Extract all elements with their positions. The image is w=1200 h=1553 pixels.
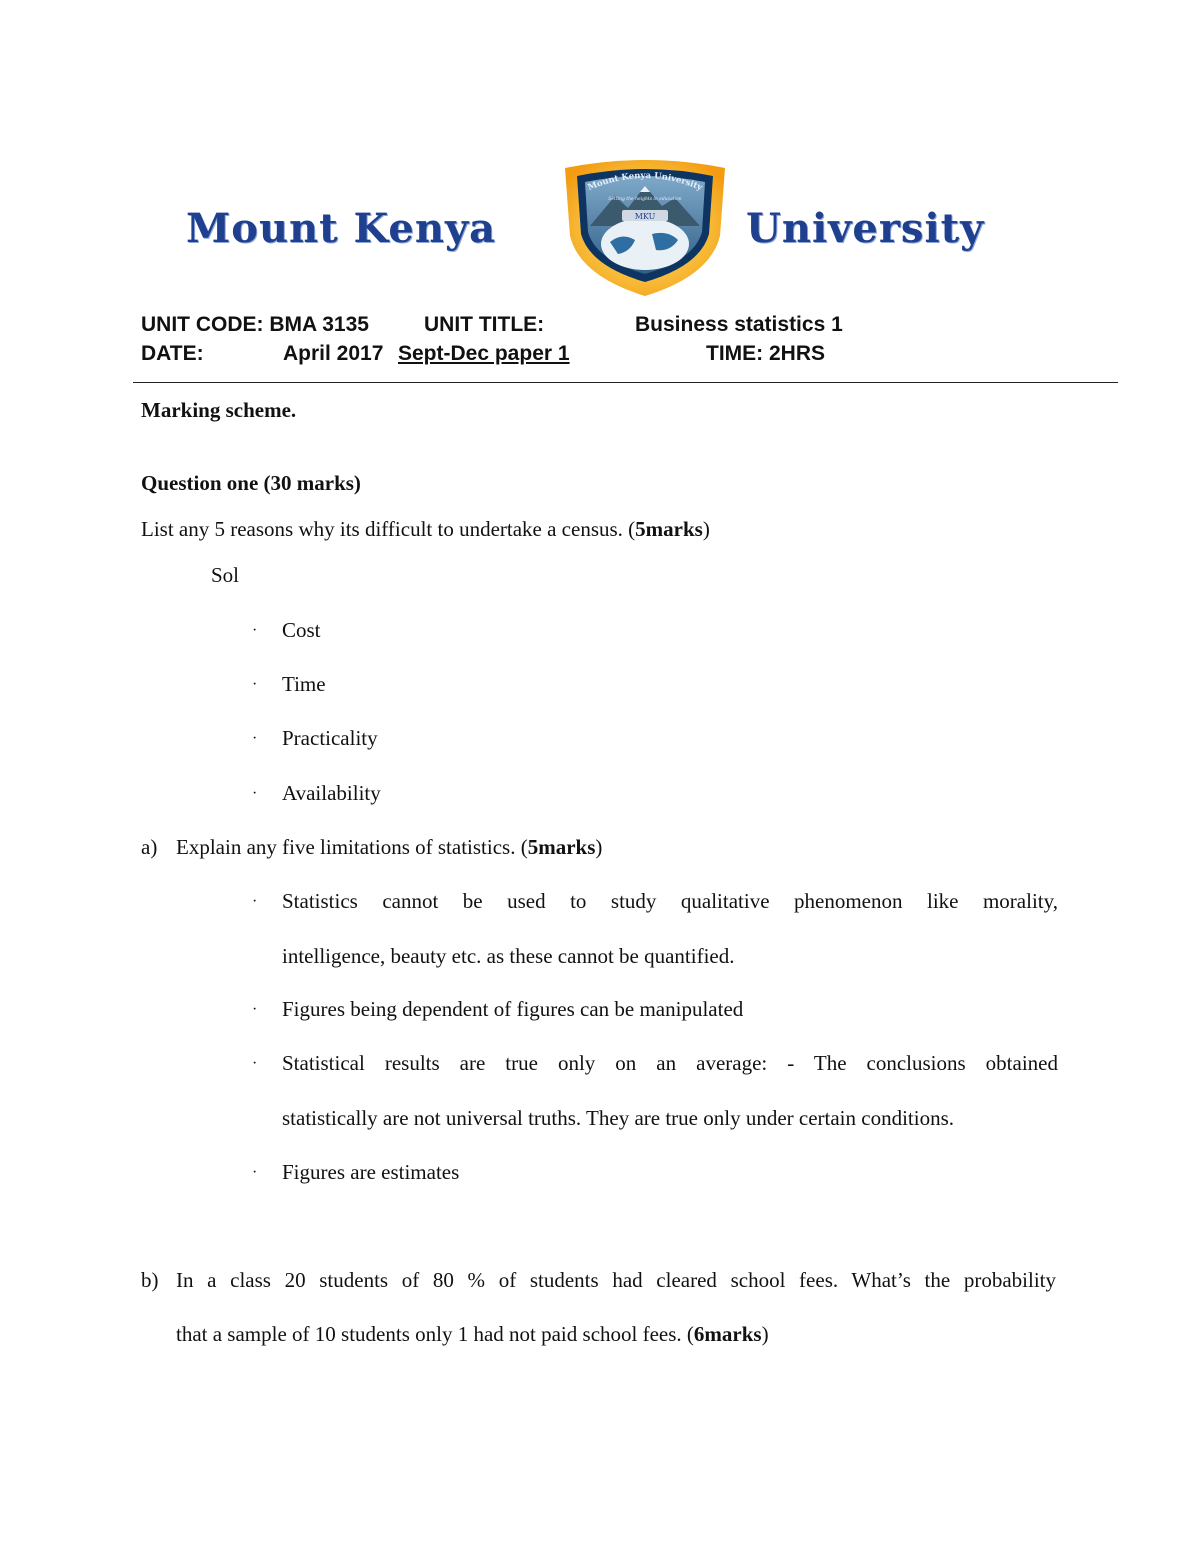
unit-title-label: UNIT TITLE: [424,313,545,336]
bullet-icon: · [252,785,258,802]
paper-label: Sept-Dec paper 1 [398,342,570,365]
part-a-label: a) [141,835,158,859]
bullet-icon: · [252,893,258,910]
part-a-question: Explain any five limitations of statistics. (5marks) [176,835,603,859]
bullet-icon: · [252,1055,258,1072]
bullet-icon: · [252,1164,258,1181]
logo-text-right: University [746,205,985,252]
unit-code: UNIT CODE: BMA 3135 [141,313,369,336]
bullet-icon: · [252,676,258,693]
list-item: Statistical results are true only on an average: - The conclusions obtained [282,1051,1058,1075]
header-divider [133,382,1118,383]
logo-text-left: Mount Kenya [186,205,497,252]
bullet-icon: · [252,1001,258,1018]
question-one-intro: List any 5 reasons why its difficult to undertake a census. (5marks) [141,517,710,541]
unit-title-value: Business statistics 1 [635,313,843,336]
list-item: Availability [282,781,381,805]
crest-banner-text: MKU [634,212,656,221]
list-item: Cost [282,618,321,642]
date-value: April 2017 [283,342,384,365]
bullet-icon: · [252,730,258,747]
question-one-heading: Question one (30 marks) [141,471,361,495]
date-label: DATE: [141,342,204,365]
list-item-continuation: intelligence, beauty etc. as these cannot be quantified. [282,944,735,968]
solution-label: Sol [211,563,240,587]
list-item: Practicality [282,726,378,750]
part-b-label: b) [141,1268,159,1292]
list-item: Time [282,672,326,696]
list-item-continuation: statistically are not universal truths. They are true only under certain conditions. [282,1106,954,1130]
university-crest-logo [560,156,730,298]
list-item: Statistics cannot be used to study qualitative phenomenon like morality, [282,889,1058,913]
list-item: Figures being dependent of figures can be manipulated [282,997,744,1021]
crest-arc-text: Mount Kenya University [586,170,704,194]
part-b-question-line2: that a sample of 10 students only 1 had not paid school fees. (6marks) [176,1322,769,1346]
crest-motto-text: Setting the heights in education [608,197,682,202]
marking-scheme-heading: Marking scheme. [141,398,297,422]
exam-time: TIME: 2HRS [706,342,826,365]
list-item: Figures are estimates [282,1160,460,1184]
bullet-icon: · [252,622,258,639]
part-b-question-line1: In a class 20 students of 80 % of students had cleared school fees. What’s the probability [176,1268,1056,1292]
